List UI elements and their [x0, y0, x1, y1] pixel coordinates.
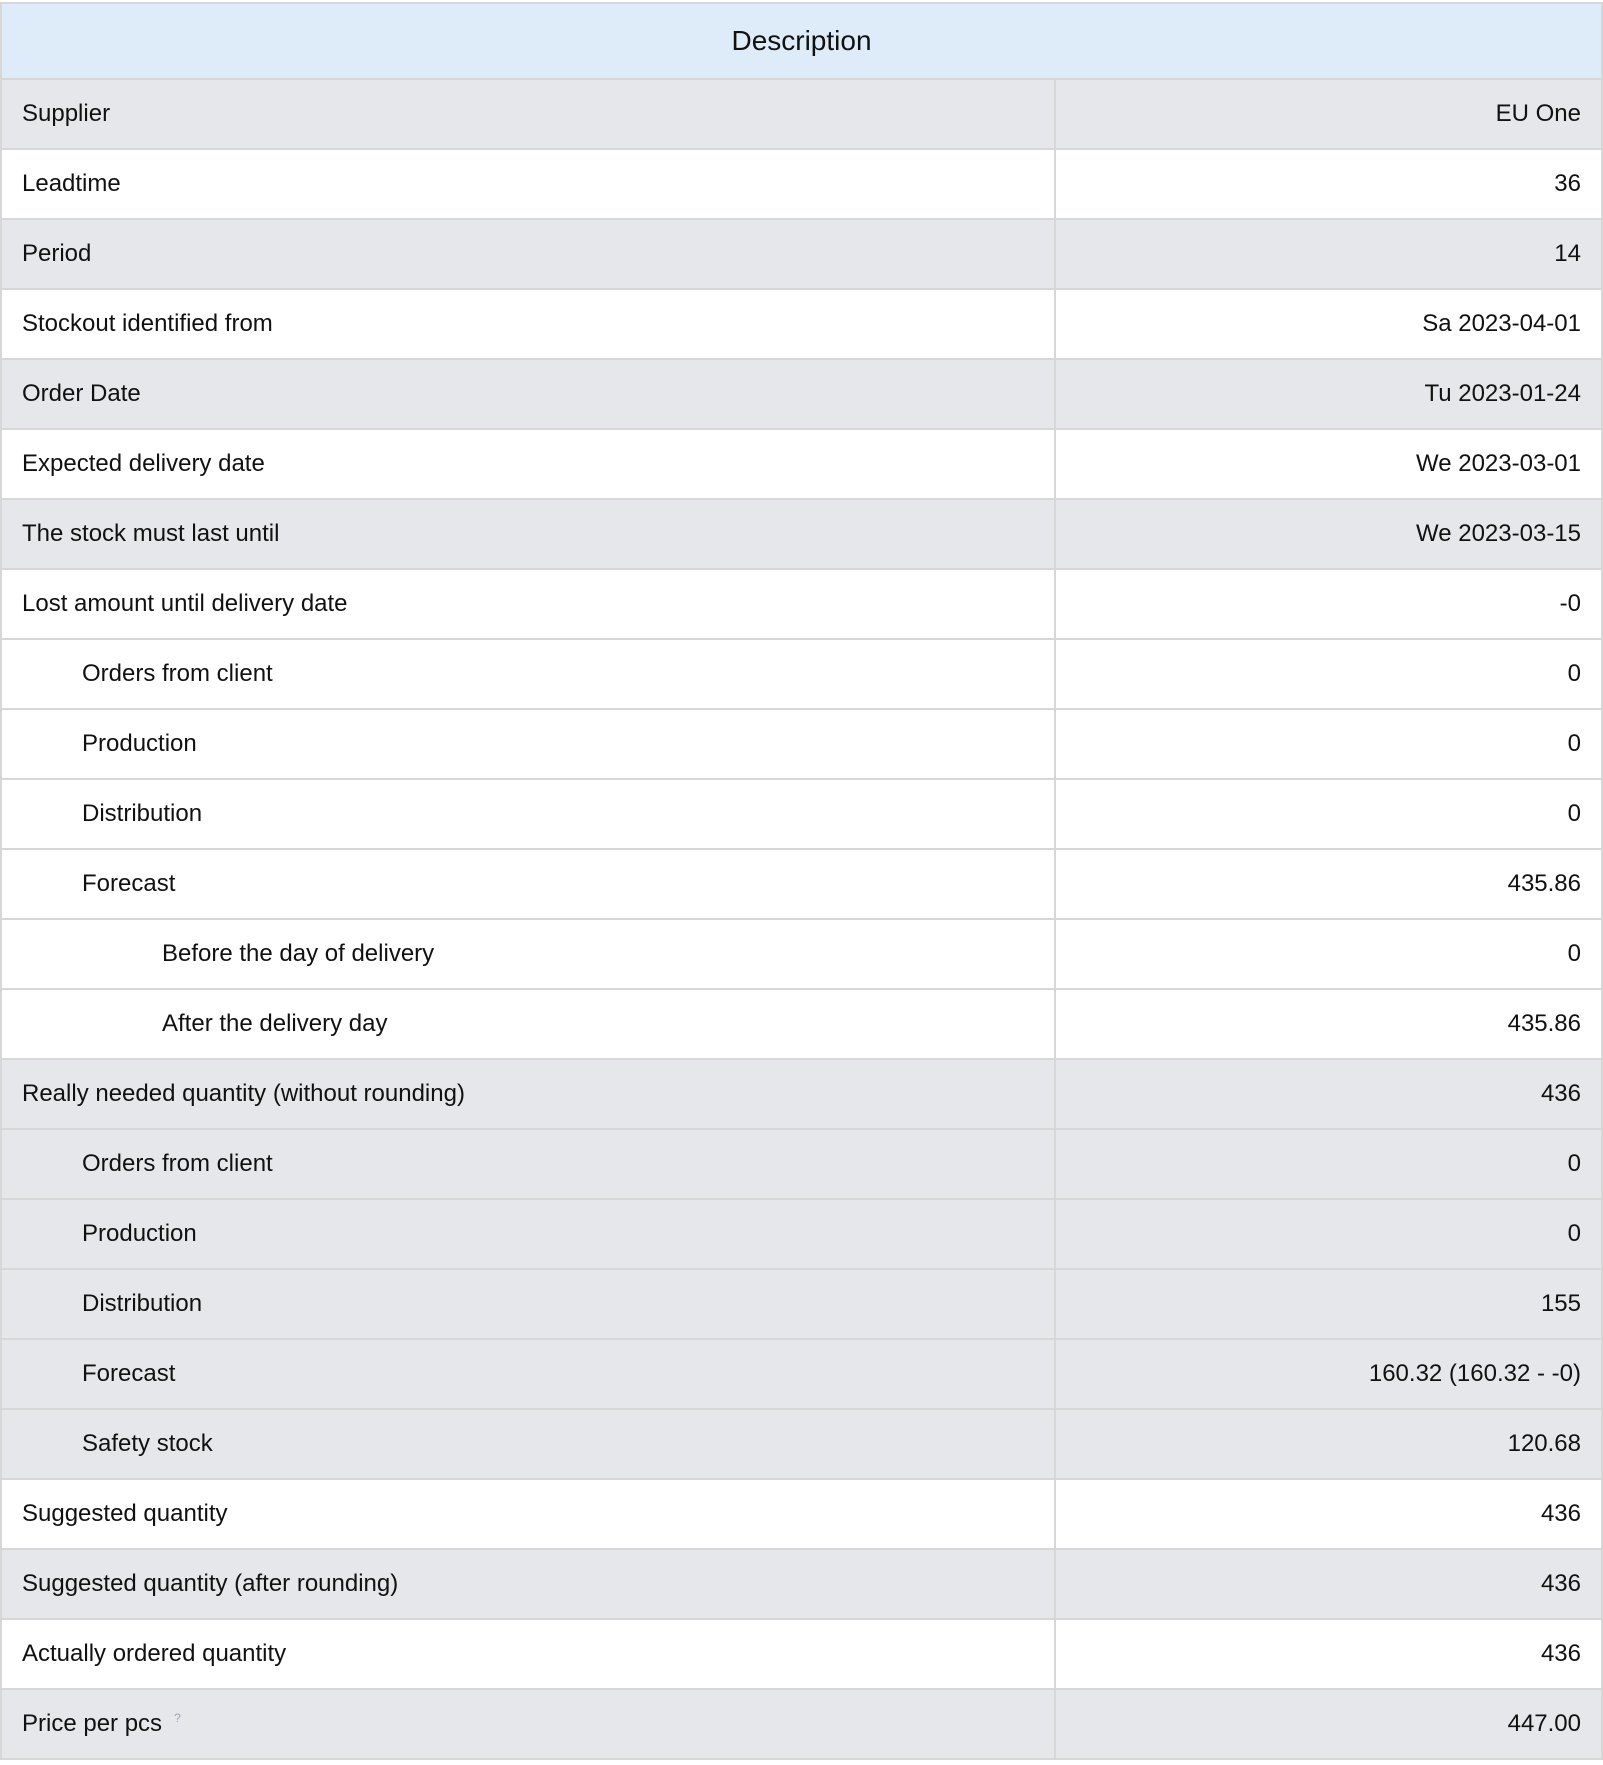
row-label: Forecast — [2, 1340, 1056, 1408]
table-header — [2, 4, 1601, 80]
row-value: We 2023-03-01 — [1416, 450, 1581, 477]
table-row-expected-delivery — [2, 430, 1601, 500]
row-value: 0 — [1567, 800, 1581, 827]
row-label: Actually ordered quantity — [2, 1620, 1056, 1688]
row-label: Period — [2, 220, 1056, 288]
row-label: Suggested quantity (after rounding) — [2, 1550, 1056, 1618]
row-value: 435.86 — [1507, 1010, 1581, 1037]
table-row-lost-production — [2, 710, 1601, 780]
row-value: 120.68 — [1507, 1430, 1581, 1457]
table-row-price-per-pcs — [2, 1690, 1601, 1760]
row-value: 447.00 — [1507, 1710, 1581, 1737]
row-label: Forecast — [2, 850, 1056, 918]
row-label: Stockout identified from — [2, 290, 1056, 358]
row-label: Really needed quantity (without rounding) — [2, 1060, 1056, 1128]
row-label: Supplier — [2, 80, 1056, 148]
row-label: Safety stock — [2, 1410, 1056, 1478]
table-row-after-delivery-day — [2, 990, 1601, 1060]
row-value: 0 — [1567, 1150, 1581, 1177]
row-label: Distribution — [2, 780, 1056, 848]
table-row-period — [2, 220, 1601, 290]
row-label: Expected delivery date — [2, 430, 1056, 498]
description-table — [0, 2, 1603, 1760]
row-value: 436 — [1540, 1500, 1581, 1527]
row-value: 0 — [1567, 1220, 1581, 1247]
table-row-lost-amount — [2, 570, 1601, 640]
row-label: After the delivery day — [2, 990, 1056, 1058]
table-row-lost-forecast — [2, 850, 1601, 920]
row-label: Suggested quantity — [2, 1480, 1056, 1548]
row-value: 155 — [1540, 1290, 1581, 1317]
question-mark-icon[interactable]: ? — [174, 1711, 181, 1725]
row-label: Production — [2, 710, 1056, 778]
row-value: Sa 2023-04-01 — [1422, 310, 1581, 337]
row-value: 436 — [1540, 1570, 1581, 1597]
row-value: 0 — [1567, 940, 1581, 967]
row-label: Lost amount until delivery date — [2, 570, 1056, 638]
row-value: 435.86 — [1507, 870, 1581, 897]
row-label: Order Date — [2, 360, 1056, 428]
table-row-suggested-quantity — [2, 1480, 1601, 1550]
table-row-stockout-identified — [2, 290, 1601, 360]
table-row-actually-ordered — [2, 1620, 1601, 1690]
table-row-stock-last-until — [2, 500, 1601, 570]
row-label: The stock must last until — [2, 500, 1056, 568]
table-row-needed-distribution — [2, 1270, 1601, 1340]
row-label: Price per pcs — [22, 1710, 163, 1737]
table-row-before-delivery-day — [2, 920, 1601, 990]
row-value: 0 — [1567, 730, 1581, 757]
table-row-order-date — [2, 360, 1601, 430]
table-row-needed-orders-from-client — [2, 1130, 1601, 1200]
row-label: Before the day of delivery — [2, 920, 1056, 988]
table-row-really-needed-quantity — [2, 1060, 1601, 1130]
row-label-wrapper — [2, 1690, 1056, 1758]
row-label: Orders from client — [2, 640, 1056, 708]
row-value: -0 — [1559, 590, 1581, 617]
table-row-leadtime — [2, 150, 1601, 220]
table-row-suggested-quantity-rounded — [2, 1550, 1601, 1620]
row-value: We 2023-03-15 — [1416, 520, 1581, 547]
row-value: EU One — [1495, 100, 1581, 127]
row-value: 436 — [1540, 1080, 1581, 1107]
row-label: Distribution — [2, 1270, 1056, 1338]
row-label: Leadtime — [2, 150, 1056, 218]
table-row-lost-orders-from-client — [2, 640, 1601, 710]
row-value: 0 — [1567, 660, 1581, 687]
table-row-needed-production — [2, 1200, 1601, 1270]
table-row-needed-forecast — [2, 1340, 1601, 1410]
table-row-lost-distribution — [2, 780, 1601, 850]
row-value: 436 — [1540, 1640, 1581, 1667]
row-value: 160.32 (160.32 - -0) — [1368, 1360, 1581, 1387]
table-header-title: Description — [731, 25, 872, 56]
row-label: Orders from client — [2, 1130, 1056, 1198]
row-value: 36 — [1554, 170, 1581, 197]
table-row-supplier — [2, 80, 1601, 150]
row-label: Production — [2, 1200, 1056, 1268]
row-value: Tu 2023-01-24 — [1424, 380, 1581, 407]
table-row-safety-stock — [2, 1410, 1601, 1480]
row-value: 14 — [1554, 240, 1581, 267]
